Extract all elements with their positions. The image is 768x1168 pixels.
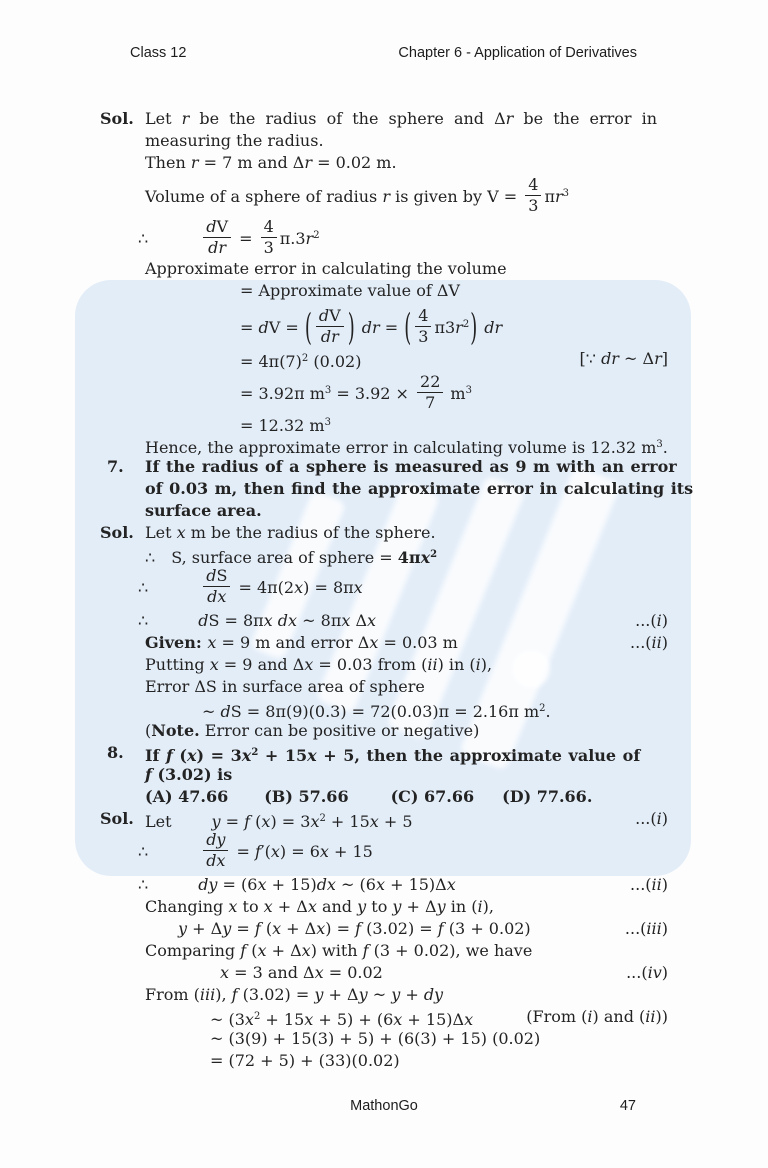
sol8-label: Sol. bbox=[100, 809, 134, 828]
question8-line-1: 8. If f $(x) = 3x^2 + 15x + 5$, then the approximate value of bbox=[107, 743, 641, 765]
sol8-from-line: From (iii), f (3.02) = y + Δy ~ y + dy bbox=[145, 985, 444, 1004]
page-number: 47 bbox=[619, 1098, 636, 1114]
sol6-label: Sol. bbox=[100, 109, 134, 128]
sol7-derivative-formula: ∴ $\frac{dS}{dx}$ = 4π(2x) = 8πx bbox=[138, 566, 363, 606]
question8-number: 8. bbox=[107, 743, 124, 762]
sol7-ds-formula: ∴ dS = 8πx dx ~ 8πx Δx ...(i) bbox=[138, 611, 668, 630]
sol7-label: Sol. bbox=[100, 523, 134, 542]
page-content bbox=[0, 108, 768, 1072]
question7-line-1: 7. If the radius of a sphere is measured as 9 m with an error bbox=[107, 457, 677, 476]
sol6-derivative-formula: ∴ $\frac{dV}{dr}$ = $\frac{4}{3}$ $\pi.3r^2$ bbox=[138, 217, 320, 257]
sol6-line-6: Approximate error in calculating the volume bbox=[145, 259, 507, 278]
sol8-comparing-line: Comparing f (x + Δx) with f (3 + 0.02), we have bbox=[145, 941, 533, 960]
sol8-line-1: Sol. Let y = f $(x) = 3x^2 + 15x + 5$ ...(i) bbox=[100, 809, 668, 831]
sol8-eq-iii: y + Δy = f (x + Δx) = f (3.02) = f (3 + 0.02) ...(iii) bbox=[178, 919, 668, 938]
question8-line-2: f (3.02) is bbox=[145, 765, 233, 784]
sol6-line-1: Sol. Let r be the radius of the sphere and Δr be the error in bbox=[100, 109, 658, 128]
sol6-line-7: = Approximate value of ΔV bbox=[240, 281, 460, 300]
sol6-line-9: = $4\pi(7)^2$ (0.02) [∵ dr ~ Δr] bbox=[240, 349, 668, 371]
sol8-changing-line: Changing x to x + Δx and y to y + Δy in (i), bbox=[145, 897, 494, 916]
sol6-line-10: = 3.92π $m^3 = 3.92$ × $\frac{22}{7}$ $m^3$ bbox=[240, 372, 472, 412]
sol8-substitute-3: = (72 + 5) + (33)(0.02) bbox=[210, 1051, 400, 1070]
sol8-eq-iv: x = 3 and Δx = 0.02 ...(iv) bbox=[220, 963, 668, 982]
question7-line-2: of 0.03 m, then find the approximate error in calculating its bbox=[145, 479, 694, 498]
sol8-substitute-2: ~ (3(9) + 15(3) + 5) + (6(3) + 15) (0.02) bbox=[210, 1029, 541, 1048]
sol7-error-line: Error ΔS in surface area of sphere bbox=[145, 677, 425, 696]
header-chapter-title: Chapter 6 - Application of Derivatives bbox=[398, 45, 637, 61]
question7-number: 7. bbox=[107, 457, 124, 476]
sol7-line-1: Sol. Let x m be the radius of the sphere. bbox=[100, 523, 436, 542]
sol6-line-2: measuring the radius. bbox=[145, 131, 324, 150]
sol6-conclusion: Hence, the approximate error in calculating volume is 12.32 $m^3$. bbox=[145, 438, 668, 457]
sol6-line-11: = 12.32 $m^3$ bbox=[240, 416, 331, 435]
sol6-dv-formula: = dV = ( $\frac{dV}{dr}$ ) dr = ( $\frac{4}{3}$ $\pi 3r^2$) dr bbox=[240, 305, 503, 349]
sol8-dy-formula: ∴ dy = (6x + 15)dx ~ (6x + 15)Δx ...(ii) bbox=[138, 875, 668, 894]
sol7-result-line: ~ dS = 8π(9)(0.3) = 72(0.03)π = 2.16π $m^2$. bbox=[202, 702, 551, 721]
sol7-given-line: Given: x = 9 m and error Δx = 0.03 m ...(ii) bbox=[145, 633, 668, 652]
question7-line-3: surface area. bbox=[145, 501, 262, 520]
sol6-volume-formula: Volume of a sphere of radius r is given by V = $\frac{4}{3}$ $\pi r^3$ bbox=[145, 175, 570, 215]
sol7-note-line: (Note. Error can be positive or negative) bbox=[145, 721, 480, 740]
sol6-line-3: Then r = 7 m and Δr = 0.02 m. bbox=[145, 153, 397, 172]
question8-options: (A) 47.66 (B) 57.66 (C) 67.66 (D) 77.66. bbox=[145, 787, 593, 806]
footer-brand: MathonGo bbox=[350, 1098, 418, 1114]
sol8-derivative-formula: ∴ $\frac{dy}{dx}$ = f′(x) = 6x + 15 bbox=[138, 830, 373, 870]
sol8-substitute-1: ~ $(3x^2 + 15x + 5) + (6x + 15)\Delta x$ (From (i) and (ii)) bbox=[210, 1007, 668, 1029]
sol7-putting-line: Putting x = 9 and Δx = 0.03 from (ii) in (i), bbox=[145, 655, 493, 674]
header-class-label: Class 12 bbox=[130, 45, 187, 61]
sol7-line-2: ∴ S, surface area of sphere = $4\pi x^2$ bbox=[145, 548, 438, 567]
